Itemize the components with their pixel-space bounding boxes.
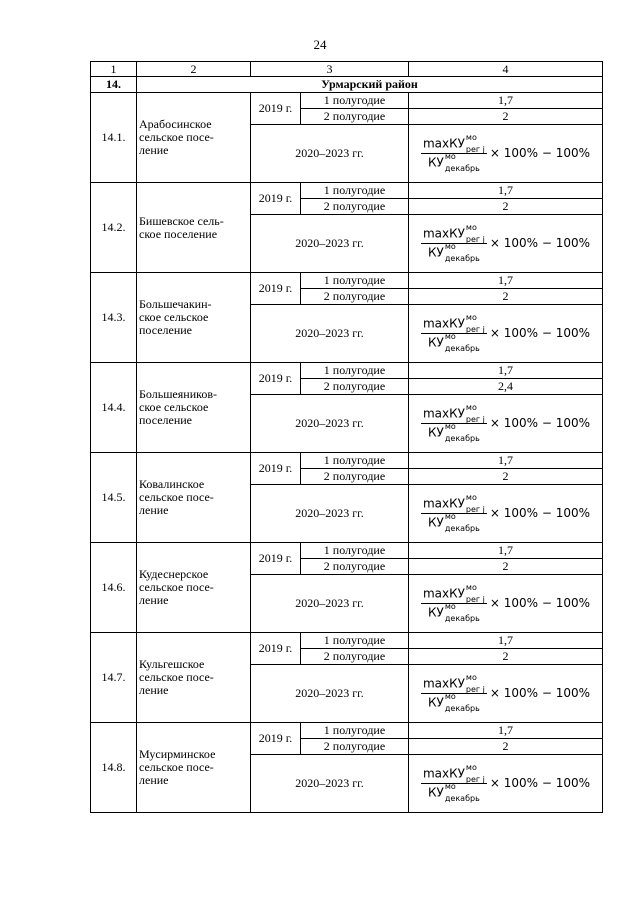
table-row xyxy=(91,723,603,739)
year-cell: 2019 г. xyxy=(251,93,301,125)
formula-cell xyxy=(409,485,603,543)
settlement-name xyxy=(137,363,251,453)
row-number: 14.6. xyxy=(91,543,137,633)
half-year-2-label: 2 полугодие xyxy=(301,739,409,755)
formula xyxy=(421,223,591,263)
formula-fraction xyxy=(421,493,487,533)
table-row xyxy=(91,273,603,289)
half-year-1-value: 1,7 xyxy=(409,453,603,469)
half-year-2-value: 2 xyxy=(409,469,603,485)
header-col-4: 4 xyxy=(409,62,603,77)
settlement-name-line: Большечакин- xyxy=(139,297,212,311)
formula-tail: × 100% − 100% xyxy=(489,686,591,700)
formula xyxy=(421,313,591,353)
formula-cell xyxy=(409,755,603,813)
formula-cell xyxy=(409,305,603,363)
table-row xyxy=(91,633,603,649)
region-title: Урмарский район xyxy=(137,77,603,93)
half-year-1-value: 1,7 xyxy=(409,543,603,559)
settlement-name-line: Кульгешское xyxy=(139,657,205,671)
formula-numerator: maxКУ мо рег j xyxy=(422,673,485,694)
half-year-2-value: 2,4 xyxy=(409,379,603,395)
formula-numerator: maxКУ мо рег j xyxy=(422,133,485,154)
half-year-1-value: 1,7 xyxy=(409,633,603,649)
half-year-2-value: 2 xyxy=(409,109,603,125)
table-row xyxy=(91,453,603,469)
half-year-2-label: 2 полугодие xyxy=(301,559,409,575)
formula xyxy=(421,133,591,173)
row-number: 14.2. xyxy=(91,183,137,273)
settlement-name xyxy=(137,93,251,183)
half-year-1-value: 1,7 xyxy=(409,183,603,199)
table-row xyxy=(91,93,603,109)
year-cell: 2019 г. xyxy=(251,183,301,215)
year-cell: 2019 г. xyxy=(251,453,301,485)
formula-denominator: КУ мо декабрь xyxy=(428,512,480,533)
half-year-2-value: 2 xyxy=(409,289,603,305)
formula-fraction xyxy=(421,133,487,173)
formula-tail: × 100% − 100% xyxy=(489,596,591,610)
half-year-1-value: 1,7 xyxy=(409,93,603,109)
settlement-name-line: поселение xyxy=(139,413,193,427)
settlement-name xyxy=(137,273,251,363)
year-cell: 2019 г. xyxy=(251,363,301,395)
region-row xyxy=(91,77,603,93)
formula xyxy=(421,493,591,533)
formula-fraction xyxy=(421,223,487,263)
half-year-1-label: 1 полугодие xyxy=(301,723,409,739)
half-year-2-value: 2 xyxy=(409,739,603,755)
period-cell: 2020–2023 гг. xyxy=(251,755,409,813)
row-number: 14.7. xyxy=(91,633,137,723)
year-cell: 2019 г. xyxy=(251,543,301,575)
settlement-name-line: Большеяников- xyxy=(139,387,218,401)
formula-fraction xyxy=(421,763,487,803)
formula-denominator: КУ мо декабрь xyxy=(428,152,480,173)
formula-fraction xyxy=(421,673,487,713)
formula-cell xyxy=(409,575,603,633)
formula-tail: × 100% − 100% xyxy=(489,146,591,160)
year-cell: 2019 г. xyxy=(251,723,301,755)
settlement-name-line: сельское посе- xyxy=(139,580,214,594)
settlement-name-line: Бишевское сель- xyxy=(139,213,224,228)
table-row xyxy=(91,363,603,379)
formula xyxy=(421,673,591,713)
half-year-1-label: 1 полугодие xyxy=(301,363,409,379)
period-cell: 2020–2023 гг. xyxy=(251,125,409,183)
half-year-2-label: 2 полугодие xyxy=(301,649,409,665)
half-year-1-label: 1 полугодие xyxy=(301,273,409,289)
half-year-2-value: 2 xyxy=(409,559,603,575)
table-row xyxy=(91,543,603,559)
formula-tail: × 100% − 100% xyxy=(489,506,591,520)
formula-denominator: КУ мо декабрь xyxy=(428,602,480,623)
settlement-name-line: ское поселение xyxy=(139,226,218,241)
page-number: 24 xyxy=(313,37,327,52)
header-col-2: 2 xyxy=(137,62,251,77)
row-number: 14.8. xyxy=(91,723,137,813)
half-year-2-label: 2 полугодие xyxy=(301,199,409,215)
half-year-2-label: 2 полугодие xyxy=(301,289,409,305)
half-year-1-label: 1 полугодие xyxy=(301,183,409,199)
header-col-3: 3 xyxy=(251,62,409,77)
formula-tail: × 100% − 100% xyxy=(489,416,591,430)
half-year-1-label: 1 полугодие xyxy=(301,93,409,109)
settlement-name-line: ление xyxy=(139,773,169,787)
formula-cell xyxy=(409,665,603,723)
period-cell: 2020–2023 гг. xyxy=(251,305,409,363)
formula-denominator: КУ мо декабрь xyxy=(428,422,480,443)
formula-denominator: КУ мо декабрь xyxy=(428,332,480,353)
settlement-name-line: ское сельское xyxy=(139,400,209,414)
formula xyxy=(421,403,591,443)
row-number: 14.5. xyxy=(91,453,137,543)
period-cell: 2020–2023 гг. xyxy=(251,575,409,633)
half-year-2-value: 2 xyxy=(409,649,603,665)
formula xyxy=(421,583,591,623)
table-row xyxy=(91,183,603,199)
half-year-2-label: 2 полугодие xyxy=(301,109,409,125)
settlement-name xyxy=(137,543,251,633)
settlement-name-line: Арабосинское xyxy=(139,117,212,131)
tariff-table xyxy=(90,61,603,813)
settlement-name-line: ление xyxy=(139,593,169,607)
settlement-name-line: сельское посе- xyxy=(139,670,214,684)
formula-tail: × 100% − 100% xyxy=(489,236,591,250)
half-year-1-label: 1 полугодие xyxy=(301,543,409,559)
year-cell: 2019 г. xyxy=(251,273,301,305)
formula-numerator: maxКУ мо рег j xyxy=(422,763,485,784)
half-year-1-value: 1,7 xyxy=(409,273,603,289)
half-year-1-label: 1 полугодие xyxy=(301,453,409,469)
formula-tail: × 100% − 100% xyxy=(489,326,591,340)
settlement-name-line: ление xyxy=(139,683,169,697)
header-col-1: 1 xyxy=(91,62,137,77)
row-number: 14.3. xyxy=(91,273,137,363)
settlement-name xyxy=(137,183,251,273)
settlement-name-line: Ковалинское xyxy=(139,477,205,491)
formula-cell xyxy=(409,125,603,183)
formula-numerator: maxКУ мо рег j xyxy=(422,493,485,514)
settlement-name xyxy=(137,453,251,543)
settlement-name xyxy=(137,723,251,813)
settlement-name-line: сельское посе- xyxy=(139,490,214,504)
period-cell: 2020–2023 гг. xyxy=(251,485,409,543)
half-year-1-value: 1,7 xyxy=(409,723,603,739)
year-cell: 2019 г. xyxy=(251,633,301,665)
formula-numerator: maxКУ мо рег j xyxy=(422,583,485,604)
row-number: 14.1. xyxy=(91,93,137,183)
formula-denominator: КУ мо декабрь xyxy=(428,692,480,713)
half-year-2-label: 2 полугодие xyxy=(301,379,409,395)
settlement-name-line: сельское посе- xyxy=(139,130,214,144)
formula-numerator: maxКУ мо рег j xyxy=(422,223,485,244)
half-year-1-label: 1 полугодие xyxy=(301,633,409,649)
formula-fraction xyxy=(421,403,487,443)
header-row xyxy=(91,62,603,77)
region-number: 14. xyxy=(91,77,137,93)
formula-tail: × 100% − 100% xyxy=(489,776,591,790)
settlement-name-line: сельское посе- xyxy=(139,760,214,774)
formula-fraction xyxy=(421,313,487,353)
period-cell: 2020–2023 гг. xyxy=(251,665,409,723)
period-cell: 2020–2023 гг. xyxy=(251,215,409,273)
settlement-name-line: поселение xyxy=(139,323,193,337)
formula-numerator: maxКУ мо рег j xyxy=(422,403,485,424)
formula-fraction xyxy=(421,583,487,623)
period-cell: 2020–2023 гг. xyxy=(251,395,409,453)
formula-denominator: КУ мо декабрь xyxy=(428,782,480,803)
settlement-name-line: ление xyxy=(139,143,169,157)
row-number: 14.4. xyxy=(91,363,137,453)
formula-denominator: КУ мо декабрь xyxy=(428,242,480,263)
formula-numerator: maxКУ мо рег j xyxy=(422,313,485,334)
settlement-name-line: ское сельское xyxy=(139,310,209,324)
settlement-name-line: Кудеснерское xyxy=(139,567,209,581)
half-year-1-value: 1,7 xyxy=(409,363,603,379)
half-year-2-value: 2 xyxy=(409,199,603,215)
formula-cell xyxy=(409,215,603,273)
formula xyxy=(421,763,591,803)
settlement-name-line: ление xyxy=(139,503,169,517)
half-year-2-label: 2 полугодие xyxy=(301,469,409,485)
settlement-name xyxy=(137,633,251,723)
settlement-name-line: Мусирминское xyxy=(139,747,216,761)
formula-cell xyxy=(409,395,603,453)
